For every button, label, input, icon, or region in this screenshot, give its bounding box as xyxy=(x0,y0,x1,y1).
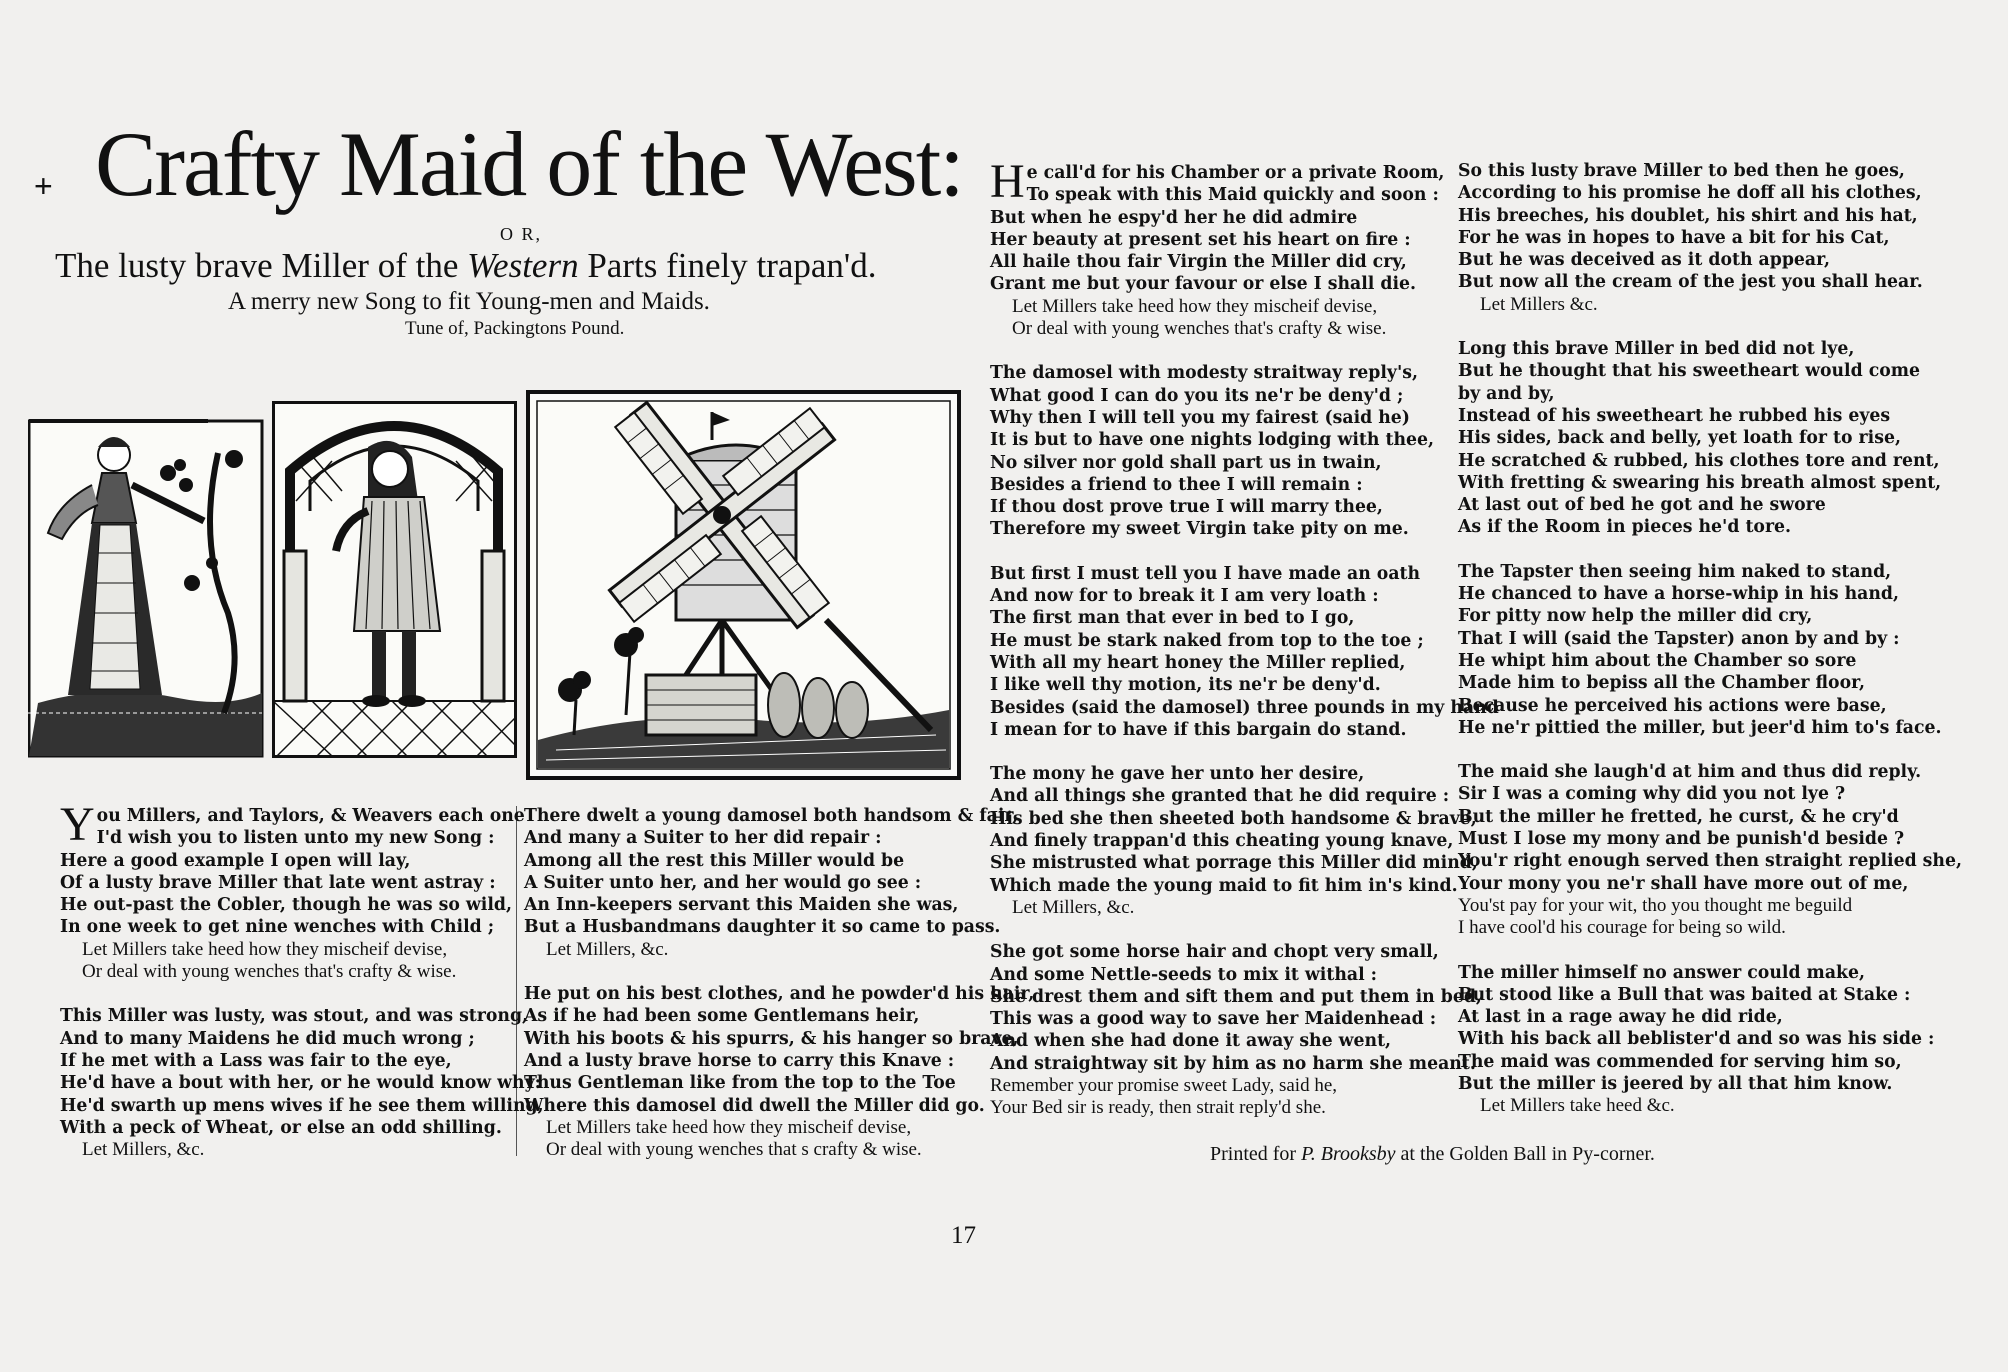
woodcut-lady-image xyxy=(28,413,264,758)
verse-line: A Suiter unto her, and her would go see : xyxy=(524,872,922,893)
verse-line: According to his promise he doff all his clothes, xyxy=(1458,183,1922,204)
verse-line: Long this brave Miller in bed did not lye, xyxy=(1458,339,1855,360)
verse-line: With his back all beblister'd and so was his side : xyxy=(1458,1029,1935,1050)
stanza xyxy=(990,155,1445,340)
verse-line: With a peck of Wheat, or else an odd shilling. xyxy=(60,1117,502,1138)
verse-line: If he met with a Lass was fair to the eye, xyxy=(60,1050,452,1071)
refrain-line: Let Millers take heed how they mischeif devise, xyxy=(82,938,448,960)
refrain-line: Or deal with young wenches that's crafty & wise. xyxy=(1012,318,1387,340)
verse-line: As if he had been some Gentlemans heir, xyxy=(524,1006,920,1027)
verse-line: Grant me but your favour or else I shall die. xyxy=(990,274,1417,295)
woodcut-windmill-image xyxy=(526,390,961,780)
verse-line: He'd have a bout with her, or he would know why: xyxy=(60,1073,542,1094)
verse-line: This Miller was lusty, was stout, and was strong, xyxy=(60,1006,529,1027)
ballad-title: Crafty Maid of the West: xyxy=(95,113,963,215)
stanza xyxy=(1458,962,1935,1118)
stanza xyxy=(1458,561,1942,739)
verse-column-4 xyxy=(1458,160,1962,1140)
verse-line: ou Millers, and Taylors, & Weavers each one xyxy=(96,806,525,826)
verse-line: She drest them and sift them and put them in bed, xyxy=(990,986,1482,1007)
verse-line: But when he espy'd her he did admire xyxy=(990,207,1358,228)
verse-line: Instead of his sweetheart he rubbed his eyes xyxy=(1458,405,1891,426)
stanza xyxy=(1458,761,1962,939)
verse-line: As if the Room in pieces he'd tore. xyxy=(1458,517,1792,538)
verse-line: All haile thou fair Virgin the Miller did cry, xyxy=(990,252,1407,273)
refrain-line: Let Millers, &c. xyxy=(546,938,669,960)
verse-line: Why then I will tell you my fairest (said he) xyxy=(990,407,1410,428)
verse-line: His bed she then sheeted both handsome & brave, xyxy=(990,808,1477,829)
plus-mark: + xyxy=(34,168,53,204)
printer-imprint xyxy=(1210,1143,1655,1166)
verse-line: You'r right enough served then straight replied she, xyxy=(1458,851,1962,872)
verse-line: With his boots & his spurrs, & his hanger so brave, xyxy=(524,1028,1019,1049)
verse-line: His breeches, his doublet, his shirt and his hat, xyxy=(1458,205,1918,226)
verse-line: Here a good example I open will lay, xyxy=(60,850,411,871)
verse-line: No silver nor gold shall part us in twain, xyxy=(990,452,1382,473)
verse-line: And finely trappan'd this cheating young knave, xyxy=(990,831,1454,852)
verse-line: That I will (said the Tapster) anon by and by : xyxy=(1458,628,1900,649)
verse-column-2 xyxy=(524,805,1035,1183)
woodcut-gentleman-image xyxy=(272,401,517,758)
verse-line: I'd wish you to listen unto my new Song : xyxy=(96,828,495,849)
verse-line: Your Bed sir is ready, then strait reply'd she. xyxy=(990,1097,1326,1119)
verse-line: And all things she granted that he did require : xyxy=(990,786,1450,807)
subtitle-part: Parts finely trapan'd. xyxy=(578,246,877,285)
verse-line: At last out of bed he got and he swore xyxy=(1458,495,1826,516)
verse-column-1 xyxy=(60,798,544,1183)
subtitle-part: The lusty brave Miller of the xyxy=(55,246,468,285)
verse-line: I like well thy motion, its ne'r be deny'd. xyxy=(990,675,1381,696)
verse-line: In one week to get nine wenches with Child ; xyxy=(60,917,495,938)
verse-line: Therefore my sweet Virgin take pity on me. xyxy=(990,519,1409,540)
stanza xyxy=(990,362,1440,540)
verse-line: But first I must tell you I have made an oath xyxy=(990,563,1421,584)
verse-line: I have cool'd his courage for being so wild. xyxy=(1458,917,1786,939)
verse-line: He out-past the Cobler, though he was so wild, xyxy=(60,895,513,916)
verse-line: With all my heart honey the Miller replied, xyxy=(990,652,1406,673)
verse-line: He whipt him about the Chamber so sore xyxy=(1458,650,1857,671)
verse-line: And a lusty brave horse to carry this Knave : xyxy=(524,1050,955,1071)
verse-line: But the miller he fretted, he curst, & he cry'd xyxy=(1458,806,1899,827)
verse-line: But a Husbandmans daughter it so came to pass. xyxy=(524,917,1001,938)
stanza xyxy=(60,1005,544,1161)
verse-line: With fretting & swearing his breath almost spent, xyxy=(1458,472,1942,493)
stanza xyxy=(990,763,1478,919)
verse-line: Sir I was a coming why did you not lye ? xyxy=(1458,784,1846,805)
verse-column-3 xyxy=(990,155,1499,1142)
verse-line: Which made the young maid to fit him in's kind. xyxy=(990,875,1458,896)
verse-line: Made him to bepiss all the Chamber floor, xyxy=(1458,673,1865,694)
or-separator: O R, xyxy=(500,224,543,244)
verse-line: But stood like a Bull that was baited at Stake : xyxy=(1458,984,1911,1005)
verse-line: And when she had done it away she went, xyxy=(990,1031,1392,1052)
verse-line: The maid was commended for serving him so, xyxy=(1458,1051,1902,1072)
refrain-line: Let Millers &c. xyxy=(1480,293,1598,315)
verse-line: Remember your promise sweet Lady, said he, xyxy=(990,1074,1338,1096)
verse-line: The miller himself no answer could make, xyxy=(1458,962,1866,983)
drop-capital: H xyxy=(990,155,1025,208)
verse-line: The mony he gave her unto her desire, xyxy=(990,764,1365,785)
verse-line: But now all the cream of the jest you shall hear. xyxy=(1458,272,1923,293)
verse-line: Thus Gentleman like from the top to the Toe xyxy=(524,1073,956,1094)
verse-line: He'd swarth up mens wives if he see them willing, xyxy=(60,1095,544,1116)
verse-line: His sides, back and belly, yet loath for to rise, xyxy=(1458,428,1901,449)
verse-line: An Inn-keepers servant this Maiden she was, xyxy=(524,895,959,916)
imprint-text: Printed for xyxy=(1210,1143,1302,1165)
verse-line: But the miller is jeered by all that him know. xyxy=(1458,1073,1893,1094)
verse-line: Besides a friend to thee I will remain : xyxy=(990,474,1363,495)
verse-line: He scratched & rubbed, his clothes tore and rent, xyxy=(1458,450,1940,471)
verse-line: There dwelt a young damosel both handsom & fair, xyxy=(524,806,1019,826)
verse-line: He ne'r pittied the miller, but jeer'd him to's face. xyxy=(1458,717,1942,738)
subtitle-italic: Western xyxy=(467,246,579,285)
refrain-line: Or deal with young wenches that s crafty & wise. xyxy=(546,1139,922,1161)
refrain-line: Let Millers take heed how they mischeif devise, xyxy=(1012,295,1378,317)
refrain-line: Let Millers take heed &c. xyxy=(1480,1095,1675,1117)
verse-line: I mean for to have if this bargain do stand. xyxy=(990,719,1407,740)
verse-line: He must be stark naked from top to the toe ; xyxy=(990,630,1424,651)
verse-line: This was a good way to save her Maidenhead : xyxy=(990,1009,1437,1030)
verse-line: For he was in hopes to have a bit for his Cat, xyxy=(1458,227,1890,248)
verse-line: Among all the rest this Miller would be xyxy=(524,850,905,871)
tune-note: Tune of, Packingtons Pound. xyxy=(405,318,625,339)
drop-capital: Y xyxy=(60,798,95,851)
stanza xyxy=(524,805,1019,961)
verse-line: But he thought that his sweetheart would come xyxy=(1458,361,1921,382)
ballad-subtitle xyxy=(55,246,877,286)
verse-line: At last in a rage away he did ride, xyxy=(1458,1007,1783,1028)
verse-line: It is but to have one nights lodging with thee, xyxy=(990,430,1435,451)
verse-line: Besides (said the damosel) three pounds in my hand xyxy=(990,697,1499,718)
verse-line: The maid she laugh'd at him and thus did reply. xyxy=(1458,762,1922,783)
verse-line: She got some horse hair and chopt very small, xyxy=(990,942,1439,963)
verse-line: And to many Maidens he did much wrong ; xyxy=(60,1028,475,1049)
verse-line: Her beauty at present set his heart on fire : xyxy=(990,229,1411,250)
verse-line: And now for to break it I am very loath : xyxy=(990,586,1379,607)
stanza xyxy=(990,941,1482,1119)
verse-line: Because he perceived his actions were base, xyxy=(1458,695,1887,716)
verse-line: He put on his best clothes, and he powder'd his hair, xyxy=(524,984,1035,1005)
verse-line: Your mony you ne'r shall have more out of me, xyxy=(1458,873,1909,894)
verse-line: If thou dost prove true I will marry thee, xyxy=(990,497,1383,518)
stanza xyxy=(1458,160,1928,316)
verse-line: She mistrusted what porrage this Miller did mind, xyxy=(990,853,1478,874)
verse-line: To speak with this Maid quickly and soon : xyxy=(1026,185,1439,206)
refrain-line: Let Millers take heed how they mischeif devise, xyxy=(546,1116,912,1138)
stanza xyxy=(524,983,1035,1161)
verse-line: So this lusty brave Miller to bed then he goes, xyxy=(1458,161,1905,181)
imprint-text: at the Golden Ball in Py-corner. xyxy=(1395,1143,1655,1165)
stanza xyxy=(60,798,525,983)
verse-line: And straightway sit by him as no harm she meant. xyxy=(990,1053,1476,1074)
refrain-line: Let Millers, &c. xyxy=(1012,896,1135,918)
verse-line: Of a lusty brave Miller that late went astray : xyxy=(60,872,496,893)
verse-line: For pitty now help the miller did cry, xyxy=(1458,606,1813,627)
verse-line: Must I lose my mony and be punish'd beside ? xyxy=(1458,829,1905,850)
verse-line: And some Nettle-seeds to mix it withal : xyxy=(990,964,1378,985)
refrain-line: Let Millers, &c. xyxy=(82,1139,205,1161)
verse-line: e call'd for his Chamber or a private Room, xyxy=(1026,163,1445,183)
verse-line: The damosel with modesty straitway reply's, xyxy=(990,363,1419,384)
verse-line: But he was deceived as it doth appear, xyxy=(1458,250,1830,271)
verse-line: The Tapster then seeing him naked to stand, xyxy=(1458,561,1892,582)
page-number: 17 xyxy=(951,1222,976,1249)
stanza xyxy=(990,563,1499,741)
verse-line: You'st pay for your wit, tho you thought me beguild xyxy=(1458,894,1853,916)
refrain-line: Or deal with young wenches that's crafty & wise. xyxy=(82,961,457,983)
verse-line: Where this damosel did dwell the Miller did go. xyxy=(524,1095,985,1116)
verse-line: He chanced to have a horse-whip in his hand, xyxy=(1458,584,1900,605)
verse-line: And many a Suiter to her did repair : xyxy=(524,828,882,849)
verse-line: by and by, xyxy=(1458,383,1555,404)
stanza xyxy=(1458,338,1942,539)
ballad-tagline: A merry new Song to fit Young-men and Maids. xyxy=(228,288,710,315)
imprint-printer-name: P. Brooksby xyxy=(1301,1143,1396,1165)
verse-line: What good I can do you its ne'r be deny'd ; xyxy=(990,385,1404,406)
verse-line: The first man that ever in bed to I go, xyxy=(990,608,1355,629)
